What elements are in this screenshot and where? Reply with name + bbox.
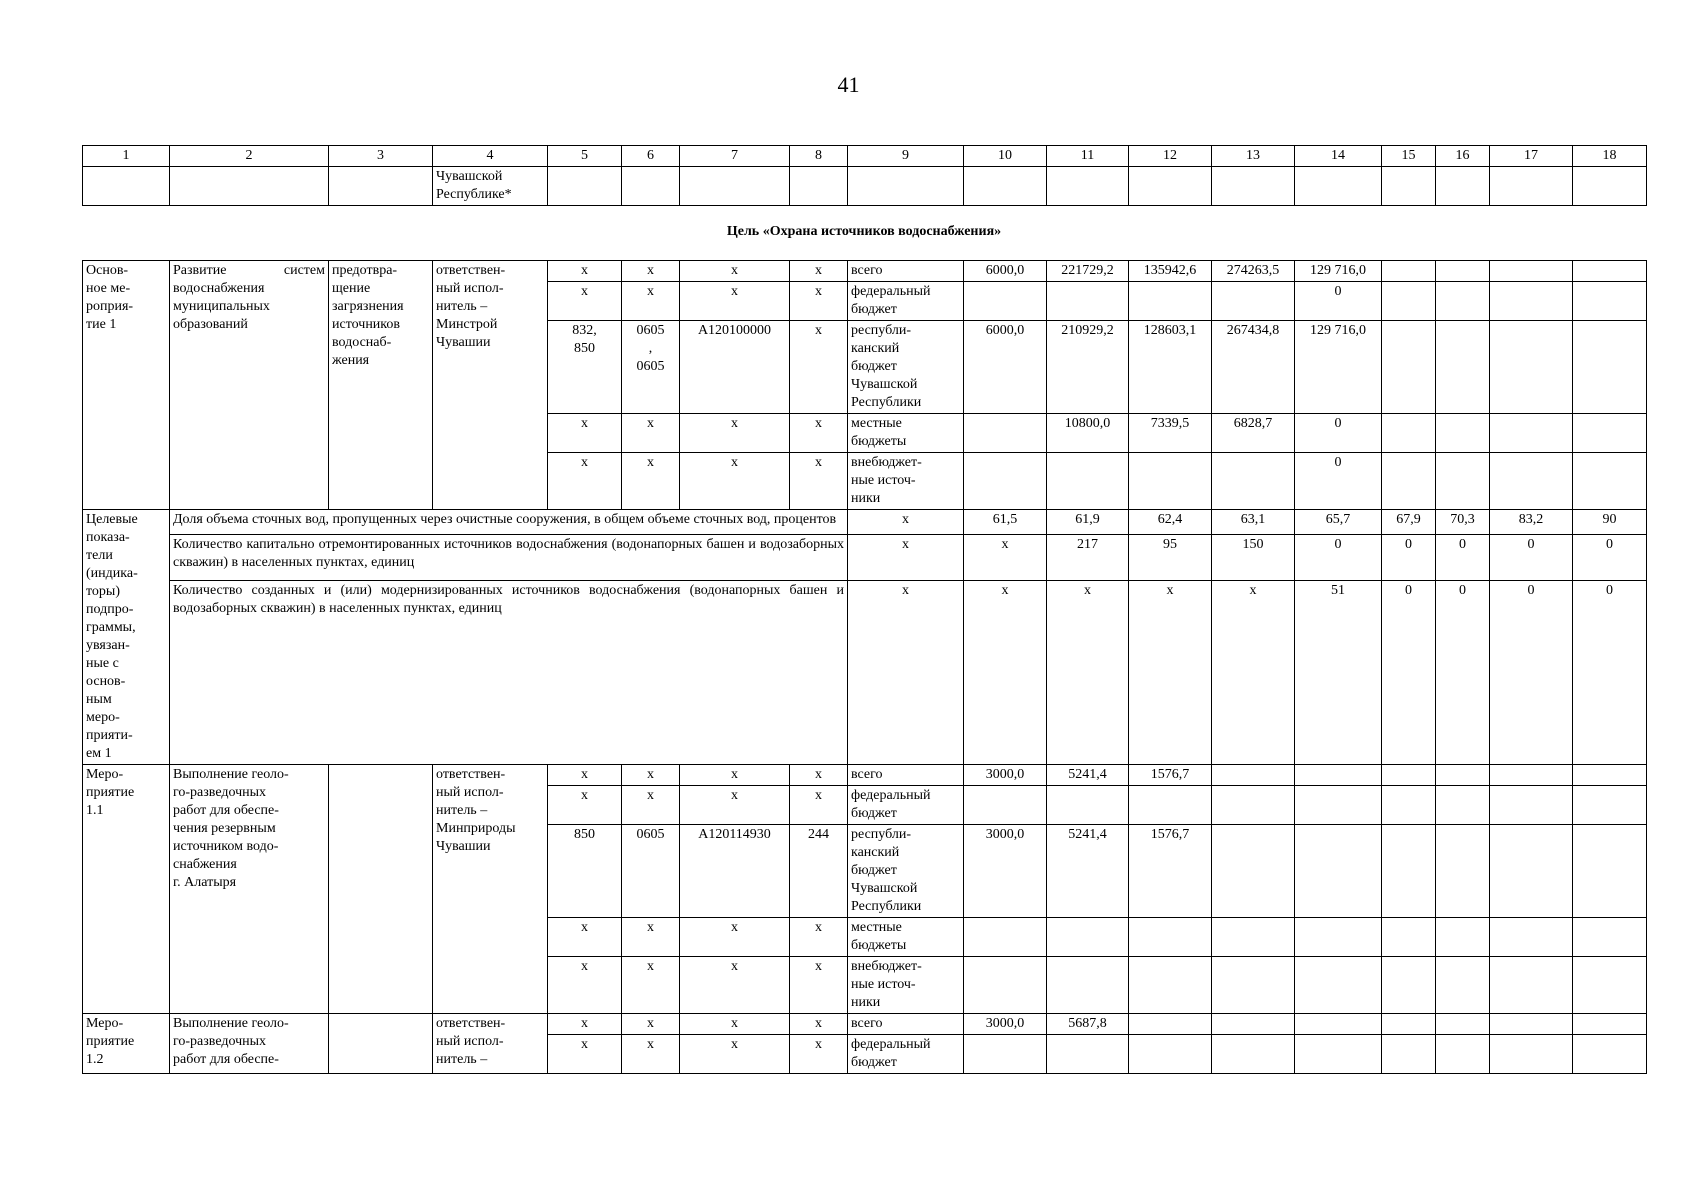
activity-executor: ответствен- ный испол- нитель – — [433, 1014, 548, 1074]
value-cell — [964, 453, 1047, 510]
value-cell: 1576,7 — [1129, 765, 1212, 786]
code-cell: x — [790, 321, 848, 414]
activity-executor: ответствен- ный испол- нитель – Минстрой Чувашии — [433, 261, 548, 510]
code-cell: x — [548, 1035, 622, 1074]
indicators-label: Целевые показа- тели (индика- торы) подпро- граммы, увязан- ные с основ- ным меро- прияти- ем 1 — [83, 510, 170, 765]
value-cell: 6828,7 — [1212, 414, 1295, 453]
col-num: 12 — [1129, 146, 1212, 167]
indicator-value: x — [848, 581, 964, 765]
value-cell: 221729,2 — [1047, 261, 1129, 282]
code-cell: 850 — [548, 825, 622, 918]
code-cell: x — [790, 1035, 848, 1074]
code-cell: x — [622, 765, 680, 786]
indicator-row — [83, 534, 1647, 580]
col-num: 13 — [1212, 146, 1295, 167]
code-cell: 0605 , 0605 — [622, 321, 680, 414]
col-num: 17 — [1490, 146, 1573, 167]
col-num: 4 — [433, 146, 548, 167]
value-cell: 0 — [1295, 282, 1382, 321]
activity-name: Развитие систем водоснабжения муниципальных образований — [170, 261, 329, 510]
source-label: всего — [848, 1014, 964, 1035]
indicator-value: 95 — [1129, 534, 1212, 580]
indicator-value: x — [1212, 581, 1295, 765]
indicator-value: 67,9 — [1382, 510, 1436, 535]
indicator-value: 90 — [1573, 510, 1647, 535]
code-cell: x — [622, 957, 680, 1014]
value-cell: 129 716,0 — [1295, 261, 1382, 282]
source-label: федеральный бюджет — [848, 1035, 964, 1074]
value-cell: 7339,5 — [1129, 414, 1212, 453]
value-cell: 0 — [1295, 414, 1382, 453]
value-cell — [964, 282, 1047, 321]
code-cell: x — [680, 1014, 790, 1035]
code-cell: x — [622, 261, 680, 282]
value-cell — [1129, 282, 1212, 321]
code-cell: x — [622, 918, 680, 957]
col-num: 1 — [83, 146, 170, 167]
value-cell: 5241,4 — [1047, 765, 1129, 786]
value-cell: 0 — [1295, 453, 1382, 510]
activity-label: Меро- приятие 1.1 — [83, 765, 170, 1014]
code-cell: x — [680, 261, 790, 282]
value-cell — [1129, 453, 1212, 510]
code-cell: x — [548, 786, 622, 825]
value-cell — [1047, 453, 1129, 510]
indicator-value: 51 — [1295, 581, 1382, 765]
value-cell: 267434,8 — [1212, 321, 1295, 414]
value-cell — [1212, 453, 1295, 510]
activity-goal: предотвра- щение загрязнения источников водоснаб- жения — [329, 261, 433, 510]
code-cell: x — [548, 1014, 622, 1035]
col-num: 3 — [329, 146, 433, 167]
program-table — [82, 260, 1647, 1074]
indicator-value: 0 — [1382, 534, 1436, 580]
code-cell: x — [680, 957, 790, 1014]
code-cell: x — [680, 918, 790, 957]
code-cell: x — [548, 282, 622, 321]
code-cell: А120114930 — [680, 825, 790, 918]
code-cell: x — [680, 1035, 790, 1074]
source-label: всего — [848, 261, 964, 282]
code-cell: x — [790, 918, 848, 957]
code-cell: x — [680, 282, 790, 321]
value-cell: 1576,7 — [1129, 825, 1212, 918]
col-num: 14 — [1295, 146, 1382, 167]
code-cell: x — [548, 957, 622, 1014]
value-cell — [1047, 282, 1129, 321]
value-cell: 274263,5 — [1212, 261, 1295, 282]
code-cell: 0605 — [622, 825, 680, 918]
indicator-value: x — [848, 510, 964, 535]
code-cell: x — [790, 765, 848, 786]
code-cell: x — [622, 414, 680, 453]
value-cell: 210929,2 — [1047, 321, 1129, 414]
indicator-value: 62,4 — [1129, 510, 1212, 535]
indicator-text: Доля объема сточных вод, пропущенных через очистные сооружения, в общем объеме сточных вод, процентов — [170, 510, 848, 535]
indicator-value: 0 — [1490, 581, 1573, 765]
indicator-value: 0 — [1436, 534, 1490, 580]
code-cell: x — [790, 786, 848, 825]
col-num: 5 — [548, 146, 622, 167]
indicator-value: 61,9 — [1047, 510, 1129, 535]
table-row — [83, 1014, 1647, 1035]
indicator-value: 0 — [1382, 581, 1436, 765]
indicator-value: 0 — [1573, 534, 1647, 580]
source-label: местные бюджеты — [848, 414, 964, 453]
code-cell: x — [790, 1014, 848, 1035]
col-num: 11 — [1047, 146, 1129, 167]
indicator-value: x — [964, 581, 1047, 765]
value-cell: 10800,0 — [1047, 414, 1129, 453]
value-cell: 5687,8 — [1047, 1014, 1129, 1035]
code-cell: x — [548, 414, 622, 453]
code-cell: x — [548, 261, 622, 282]
activity-name: Выполнение геоло- го-разведочных работ для обеспе- чения резервным источником водо- снабжения г. Алатыря — [170, 765, 329, 1014]
indicator-value: 70,3 — [1436, 510, 1490, 535]
indicator-value: 0 — [1436, 581, 1490, 765]
indicator-value: 0 — [1573, 581, 1647, 765]
col-num: 10 — [964, 146, 1047, 167]
indicator-value: x — [1047, 581, 1129, 765]
code-cell: x — [680, 786, 790, 825]
page-number: 41 — [837, 72, 860, 97]
col-num: 15 — [1382, 146, 1436, 167]
indicator-value: x — [964, 534, 1047, 580]
col-num: 18 — [1573, 146, 1647, 167]
col-num: 8 — [790, 146, 848, 167]
value-cell: 3000,0 — [964, 1014, 1047, 1035]
code-cell: x — [790, 414, 848, 453]
activity-label: Основ- ное ме- роприя- тие 1 — [83, 261, 170, 510]
indicator-value: 0 — [1490, 534, 1573, 580]
col-num: 16 — [1436, 146, 1490, 167]
value-cell: 128603,1 — [1129, 321, 1212, 414]
code-cell: x — [622, 453, 680, 510]
column-number-row — [83, 146, 1647, 167]
code-cell: x — [548, 453, 622, 510]
indicator-value: 83,2 — [1490, 510, 1573, 535]
indicator-row — [83, 510, 1647, 535]
col-num: 7 — [680, 146, 790, 167]
activity-executor: ответствен- ный испол- нитель – Минприроды Чувашии — [433, 765, 548, 1014]
code-cell: x — [622, 282, 680, 321]
code-cell: А120100000 — [680, 321, 790, 414]
code-cell: 244 — [790, 825, 848, 918]
source-label: республи- канский бюджет Чувашской Республики — [848, 825, 964, 918]
value-cell — [1212, 282, 1295, 321]
col-num: 2 — [170, 146, 329, 167]
value-cell: 129 716,0 — [1295, 321, 1382, 414]
value-cell: 3000,0 — [964, 825, 1047, 918]
code-cell: x — [680, 414, 790, 453]
activity-label: Меро- приятие 1.2 — [83, 1014, 170, 1074]
code-cell: x — [622, 1035, 680, 1074]
code-cell: x — [680, 765, 790, 786]
code-cell: x — [548, 765, 622, 786]
source-label: местные бюджеты — [848, 918, 964, 957]
value-cell: 5241,4 — [1047, 825, 1129, 918]
carry-over-executor: Чувашской Республике* — [433, 167, 548, 206]
table-row — [83, 261, 1647, 282]
source-label: федеральный бюджет — [848, 282, 964, 321]
indicator-text: Количество капитально отремонтированных источников водоснабжения (водонапорных башен и водозаборных скважин) в населенных пунктах, единиц — [170, 534, 848, 580]
activity-name: Выполнение геоло- го-разведочных работ для обеспе- — [170, 1014, 329, 1074]
code-cell: x — [680, 453, 790, 510]
code-cell: x — [790, 453, 848, 510]
table-row — [83, 765, 1647, 786]
col-num: 6 — [622, 146, 680, 167]
code-cell: x — [622, 1014, 680, 1035]
source-label: федеральный бюджет — [848, 786, 964, 825]
code-cell: x — [790, 957, 848, 1014]
indicator-value: x — [848, 534, 964, 580]
source-label: внебюджет- ные источ- ники — [848, 453, 964, 510]
col-num: 9 — [848, 146, 964, 167]
code-cell: 832, 850 — [548, 321, 622, 414]
indicator-value: 150 — [1212, 534, 1295, 580]
source-label: внебюджет- ные источ- ники — [848, 957, 964, 1014]
indicator-value: 0 — [1295, 534, 1382, 580]
indicator-value: x — [1129, 581, 1212, 765]
value-cell: 135942,6 — [1129, 261, 1212, 282]
indicator-value: 63,1 — [1212, 510, 1295, 535]
indicator-value: 61,5 — [964, 510, 1047, 535]
carry-over-row — [83, 167, 1647, 206]
value-cell: 6000,0 — [964, 321, 1047, 414]
source-label: всего — [848, 765, 964, 786]
indicator-row — [83, 581, 1647, 765]
code-cell: x — [548, 918, 622, 957]
indicator-text: Количество созданных и (или) модернизированных источников водоснабжения (водонапорных башен и водозаборных скважин) в населенных пунктах, единиц — [170, 581, 848, 765]
header-table — [82, 145, 1647, 206]
indicator-value: 65,7 — [1295, 510, 1382, 535]
source-label: республи- канский бюджет Чувашской Республики — [848, 321, 964, 414]
value-cell — [964, 414, 1047, 453]
goal-title: Цель «Охрана источников водоснабжения» — [726, 224, 1002, 239]
code-cell: x — [622, 786, 680, 825]
indicator-value: 217 — [1047, 534, 1129, 580]
code-cell: x — [790, 282, 848, 321]
code-cell: x — [790, 261, 848, 282]
value-cell: 3000,0 — [964, 765, 1047, 786]
value-cell: 6000,0 — [964, 261, 1047, 282]
